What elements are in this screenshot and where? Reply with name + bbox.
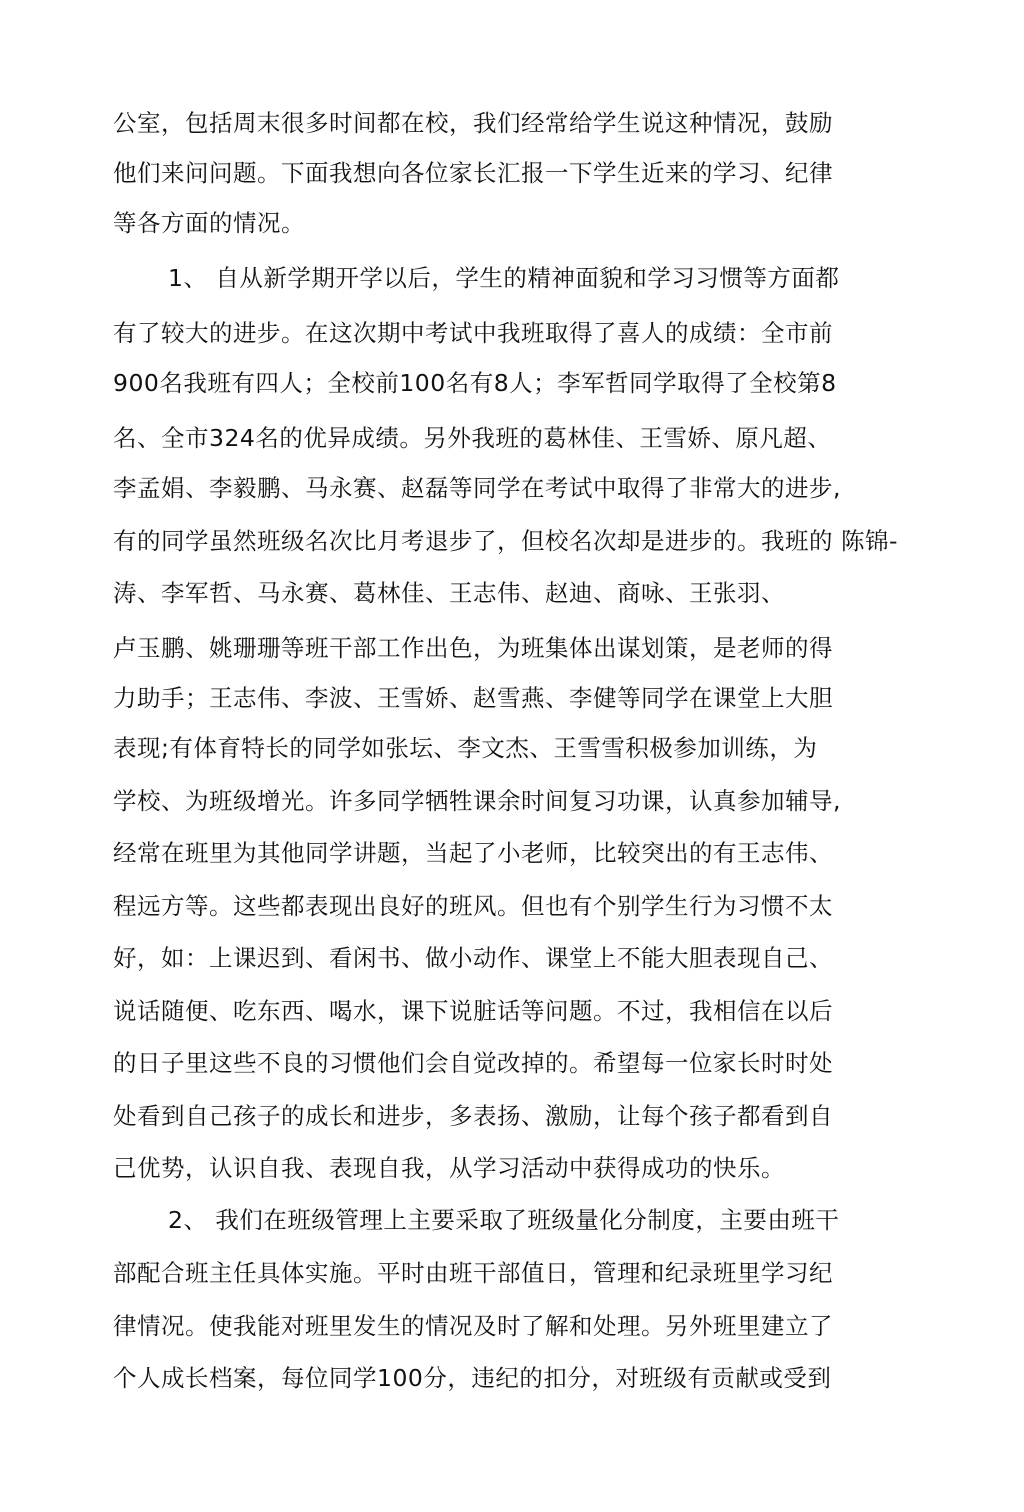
text-line: 己优势，认识自我、表现自我，从学习活动中获得成功的快乐。 bbox=[113, 1154, 785, 1182]
text-line: 有的同学虽然班级名次比月考退步了，但校名次却是进步的。我班的 陈锦- bbox=[113, 527, 898, 555]
text-line: 律情况。使我能对班里发生的情况及时了解和处理。另外班里建立了 bbox=[113, 1312, 833, 1340]
paragraph-1-start: 1、 自从新学期开学以后，学生的精神面貌和学习习惯等方面都 bbox=[168, 264, 840, 292]
text-line: 力助手；王志伟、李波、王雪娇、赵雪燕、李健等同学在课堂上大胆 bbox=[113, 684, 833, 712]
paragraph-2-start: 2、 我们在班级管理上主要采取了班级量化分制度，主要由班干 bbox=[168, 1206, 840, 1234]
text-line: 涛、李军哲、马永赛、葛林佳、王志伟、赵迪、商咏、王张羽、 bbox=[113, 579, 785, 607]
text-line: 学校、为班级增光。许多同学牺牲课余时间复习功课，认真参加辅导, bbox=[113, 787, 841, 815]
text-line: 说话随便、吃东西、喝水，课下说脏话等问题。不过，我相信在以后 bbox=[113, 997, 833, 1025]
text-line: 有了较大的进步。在这次期中考试中我班取得了喜人的成绩：全市前 bbox=[113, 319, 833, 347]
text-line: 经常在班里为其他同学讲题，当起了小老师，比较突出的有王志伟、 bbox=[113, 839, 833, 867]
text-line: 他们来问问题。下面我想向各位家长汇报一下学生近来的学习、纪律 bbox=[113, 159, 833, 187]
text-line: 的日子里这些不良的习惯他们会自觉改掉的。希望每一位家长时时处 bbox=[113, 1049, 833, 1077]
text-line: 表现;有体育特长的同学如张坛、李文杰、王雪雪积极参加训练，为 bbox=[113, 734, 818, 762]
text-line: 公室，包括周末很多时间都在校，我们经常给学生说这种情况，鼓励 bbox=[113, 109, 833, 137]
text-line: 个人成长档案，每位同学100分，违纪的扣分，对班级有贡献或受到 bbox=[113, 1364, 832, 1392]
text-line: 卢玉鹏、姚珊珊等班干部工作出色，为班集体出谋划策，是老师的得 bbox=[113, 634, 833, 662]
text-line: 名、全市324名的优异成绩。另外我班的葛林佳、王雪娇、原凡超、 bbox=[113, 424, 832, 452]
text-line: 等各方面的情况。 bbox=[113, 209, 305, 237]
text-line: 900名我班有四人；全校前100名有8人；李军哲同学取得了全校第8 bbox=[113, 369, 837, 397]
text-line: 部配合班主任具体实施。平时由班干部值日，管理和纪录班里学习纪 bbox=[113, 1259, 833, 1287]
text-line: 程远方等。这些都表现出良好的班风。但也有个别学生行为习惯不太 bbox=[113, 892, 833, 920]
text-line: 李孟娟、李毅鹏、马永赛、赵磊等同学在考试中取得了非常大的进步, bbox=[113, 474, 841, 502]
text-line: 处看到自己孩子的成长和进步，多表扬、激励，让每个孩子都看到自 bbox=[113, 1102, 833, 1130]
text-line: 好，如：上课迟到、看闲书、做小动作、课堂上不能大胆表现自己、 bbox=[113, 944, 833, 972]
